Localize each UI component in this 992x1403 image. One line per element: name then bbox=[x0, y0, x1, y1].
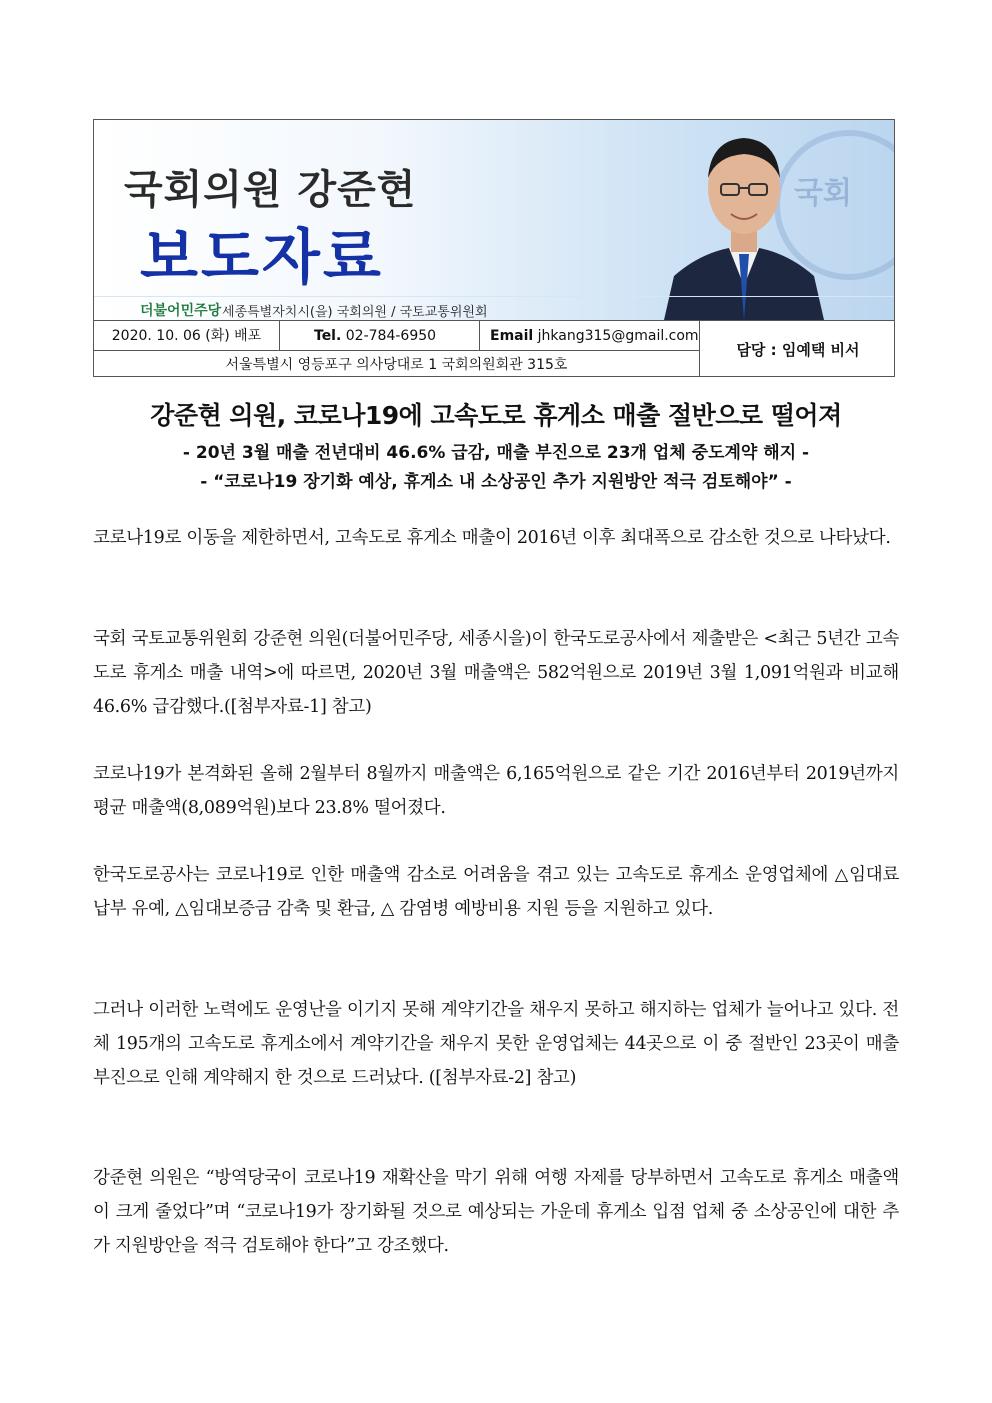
release-date: 2020. 10. 06 (화) 배포 bbox=[94, 321, 280, 351]
party-description: 세종특별자치시(을) 국회의원 / 국토교통위원회 bbox=[222, 305, 488, 320]
seal-text: 국회 bbox=[794, 176, 852, 211]
contact-person: 담당 : 임예택 비서 bbox=[700, 320, 895, 377]
party-strip bbox=[94, 296, 894, 321]
office-address: 서울특별시 영등포구 의사당대로 1 국회의원회관 315호 bbox=[94, 350, 700, 377]
phone-number: 02-784-6950 bbox=[345, 328, 437, 344]
contact-info-row bbox=[94, 320, 700, 351]
paragraph-1: 코로나19로 이동을 제한하면서, 고속도로 휴게소 매출이 2016년 이후 최대폭으로 감소한 것으로 나타났다. bbox=[93, 528, 891, 548]
subheadline-2: - “코로나19 장기화 예상, 휴게소 내 소상공인 추가 지원방안 적극 검토해야” - bbox=[200, 472, 792, 492]
email-cell bbox=[480, 321, 700, 351]
paragraph-3: 코로나19가 본격화된 올해 2월부터 8월까지 매출액은 6,165억원으로 같은 기간 2016년부터 2019년까지 평균 매출액(8,089억원)보다 23.8% 떨어졌다. bbox=[93, 764, 899, 818]
paragraph-4: 한국도로공사는 코로나19로 인한 매출액 감소로 어려움을 겪고 있는 고속도로 휴게소 운영업체에 △임대료 납부 유예, △임대보증금 감축 및 환급, △ 감염병 예방비용 지원 등을 지원하고 있다. bbox=[93, 865, 899, 919]
email-address: jhkang315@gmail.com bbox=[537, 328, 699, 344]
party-logo: 더불어민주당 bbox=[140, 303, 222, 319]
member-portrait bbox=[659, 126, 829, 320]
subheadline-1: - 20년 3월 매출 전년대비 46.6% 급감, 매출 부진으로 23개 업체 중도계약 해지 - bbox=[182, 443, 810, 463]
phone-cell bbox=[280, 321, 480, 351]
paragraph-5: 그러나 이러한 노력에도 운영난을 이기지 못해 계약기간을 채우지 못하고 해지하는 업체가 늘어나고 있다. 전체 195개의 고속도로 휴게소에서 계약기간을 채우지 못한 운영업체는 44곳으로 이 중 절반인 23곳이 매출부진으로 인해 계약해지 한 것으로 드러났다. ([첨부자료-2] 참고) bbox=[93, 1000, 899, 1088]
headline: 강준현 의원, 코로나19에 고속도로 휴게소 매출 절반으로 떨어져 bbox=[150, 401, 842, 430]
email-label: Email bbox=[490, 328, 534, 344]
press-release-header bbox=[93, 119, 895, 377]
member-title: 국회의원 강준현 bbox=[124, 167, 417, 213]
paragraph-2: 국회 국토교통위원회 강준현 의원(더불어민주당, 세종시을)이 한국도로공사에서 제출받은 <최근 5년간 고속도로 휴게소 매출 내역>에 따르면, 2020년 3월 매출액은 582억원으로 2019년 3월 1,091억원과 비교해 46.6% 급감했다.([첨부자료-1] 참고) bbox=[93, 629, 899, 717]
paragraph-6: 강준현 의원은 “방역당국이 코로나19 재확산을 막기 위해 여행 자제를 당부하면서 고속도로 휴게소 매출액이 크게 줄었다”며 “코로나19가 장기화될 것으로 예상되는 가운데 휴게소 입점 업체 중 소상공인에 대한 추가 지원방안을 적극 검토해야 한다”고 강조했다. bbox=[93, 1168, 899, 1256]
press-release-title: 보도자료 bbox=[140, 223, 384, 293]
phone-label: Tel. bbox=[314, 328, 342, 344]
header-banner bbox=[94, 120, 894, 320]
